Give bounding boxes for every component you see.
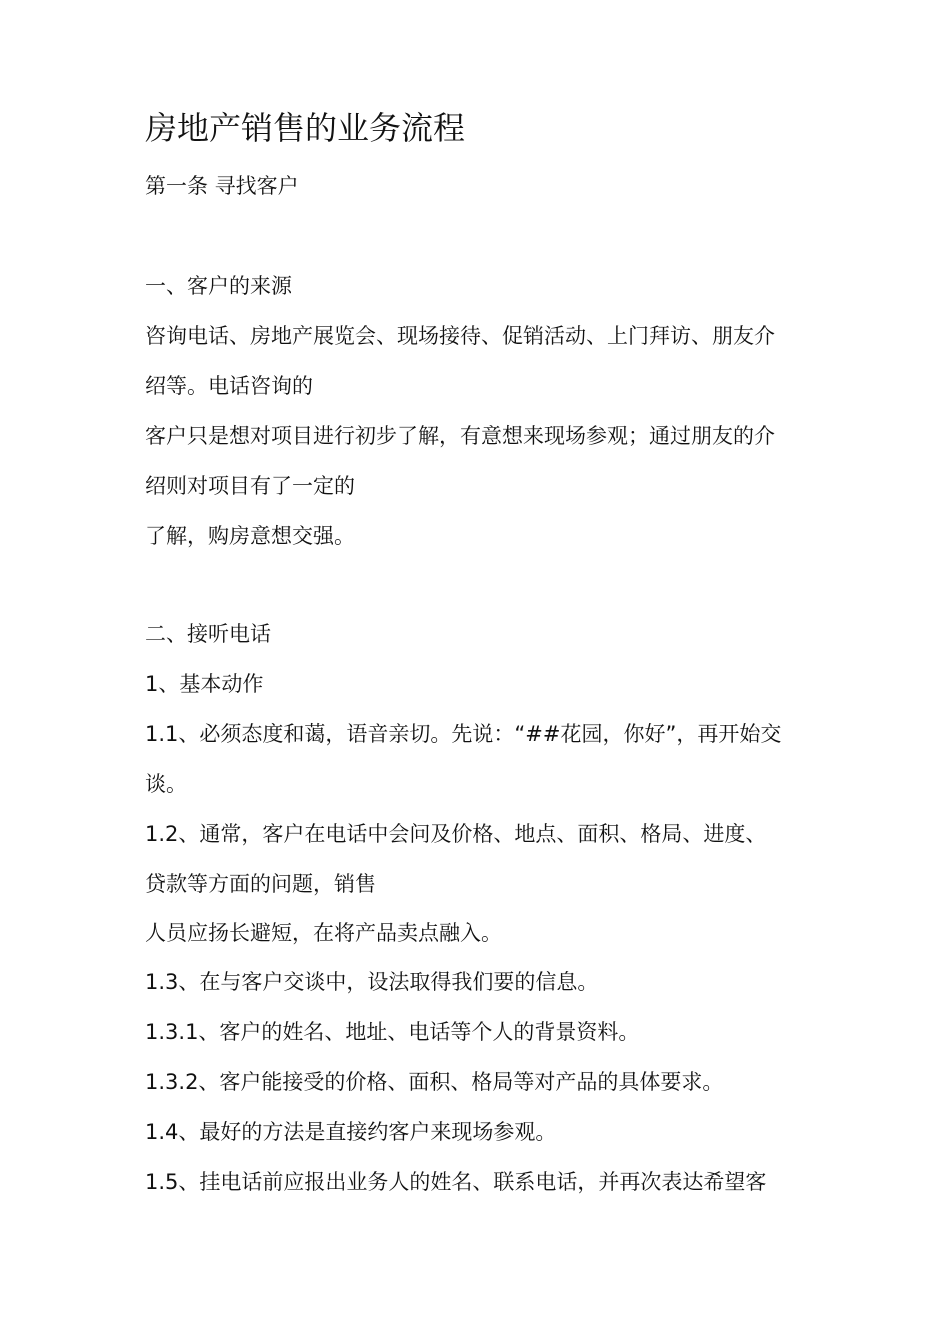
paragraph-line: 1.3、在与客户交谈中，设法取得我们要的信息。: [145, 970, 599, 994]
section-heading-phone: 二、接听电话: [145, 622, 271, 646]
paragraph-line: 绍等。电话咨询的: [145, 374, 313, 398]
paragraph-line: 1.1、必须态度和蔼，语音亲切。先说：“##花园，你好”，再开始交: [145, 722, 782, 746]
document-title: 房地产销售的业务流程: [145, 109, 466, 147]
paragraph-line: 绍则对项目有了一定的: [145, 474, 355, 498]
paragraph-line: 1、基本动作: [145, 672, 264, 696]
paragraph-line: 人员应扬长避短，在将产品卖点融入。: [145, 921, 502, 945]
paragraph-line: 1.3.2、客户能接受的价格、面积、格局等对产品的具体要求。: [145, 1070, 724, 1094]
paragraph-line: 了解，购房意想交强。: [145, 524, 355, 548]
paragraph-line: 1.3.1、客户的姓名、地址、电话等个人的背景资料。: [145, 1020, 640, 1044]
paragraph-line: 客户只是想对项目进行初步了解，有意想来现场参观；通过朋友的介: [145, 424, 775, 448]
section-heading-sources: 一、客户的来源: [145, 274, 292, 298]
chapter-heading: 第一条 寻找客户: [145, 174, 299, 198]
paragraph-line: 贷款等方面的问题，销售: [145, 872, 376, 896]
paragraph-line: 1.2、通常，客户在电话中会问及价格、地点、面积、格局、进度、: [145, 822, 767, 846]
paragraph-line: 1.5、挂电话前应报出业务人的姓名、联系电话，并再次表达希望客: [145, 1170, 767, 1194]
paragraph-line: 1.4、最好的方法是直接约客户来现场参观。: [145, 1120, 557, 1144]
paragraph-line: 咨询电话、房地产展览会、现场接待、促销活动、上门拜访、朋友介: [145, 324, 775, 348]
paragraph-line: 谈。: [145, 772, 187, 796]
